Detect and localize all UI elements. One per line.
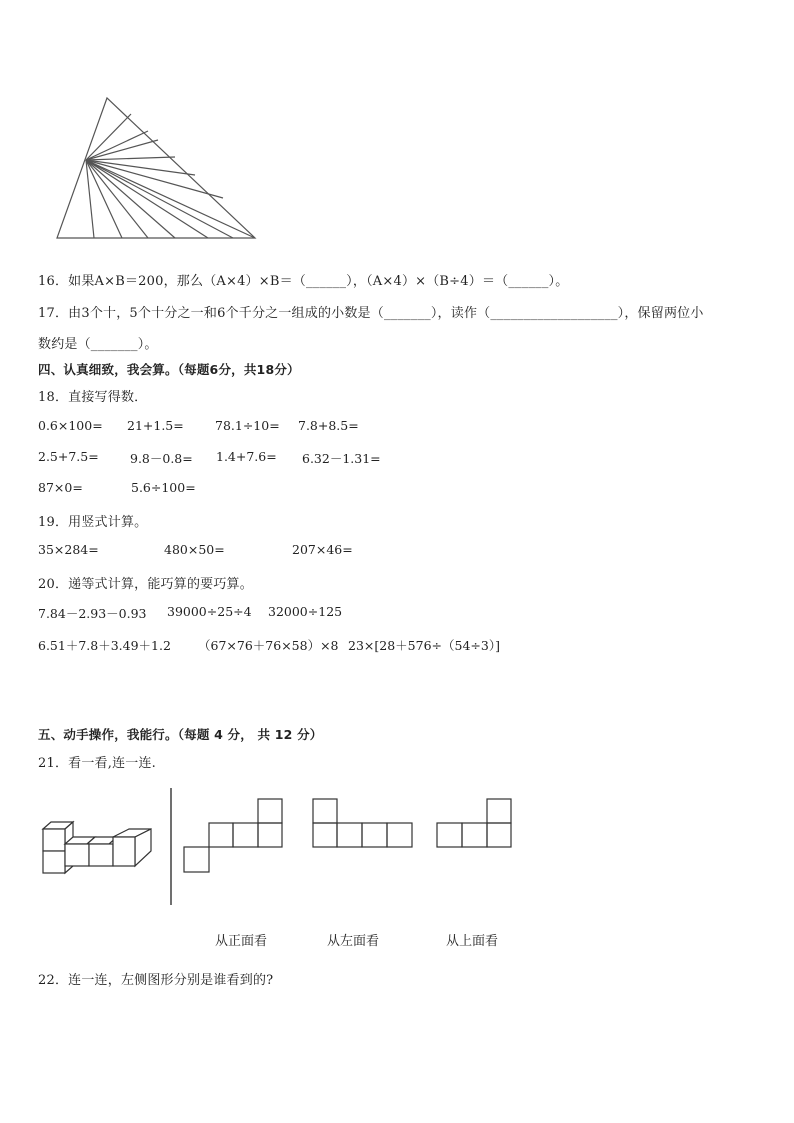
calc-item: 5.6÷100= [131,480,196,495]
question-19: 19．用竖式计算。 [38,515,148,530]
section-5-heading: 五、动手操作，我能行。（每题 4 分， 共 12 分） [38,727,323,742]
section-4-heading: 四、认真细致，我会算。（每题6分，共18分） [38,362,300,377]
calc-item: 7.8+8.5= [298,418,359,433]
question-17-line1: 17．由3个十，5个十分之一和6个千分之一组成的小数是（_______），读作（___________________），保留两位小 [38,306,704,321]
calc-item: 6.32－1.31= [302,451,381,466]
calc-item: 7.84－2.93－0.93 [38,606,147,621]
calc-item: 23×[28＋576÷（54÷3）] [348,638,500,653]
calc-item: 21+1.5= [127,418,184,433]
calc-item: 207×46= [292,542,353,557]
calc-item: 2.5+7.5= [38,449,99,464]
calc-item: 32000÷125 [268,604,343,619]
calc-item: 0.6×100= [38,418,103,433]
view-label-left: 从左面看 [327,934,380,949]
view-label-front: 从正面看 [215,934,268,949]
calc-item: （67×76＋76×58）×8 [198,638,339,653]
calc-item: 9.8－0.8= [130,451,193,466]
question-20: 20．递等式计算，能巧算的要巧算。 [38,577,253,592]
calc-item: 1.4+7.6= [216,449,277,464]
question-18: 18．直接写得数． [38,390,148,405]
question-22: 22．连一连，左侧图形分别是谁看到的? [38,973,274,988]
question-16: 16．如果A×B＝200，那么（A×4）×B＝（______），（A×4）×（B÷4）＝（______）。 [38,274,569,289]
calc-item: 39000÷25÷4 [167,604,252,619]
question-17-line2: 数约是（_______）。 [38,337,158,352]
calc-item: 35×284= [38,542,99,557]
calc-item: 87×0= [38,480,83,495]
calc-item: 78.1÷10= [215,418,280,433]
calc-item: 480×50= [164,542,225,557]
calc-item: 6.51＋7.8＋3.49＋1.2 [38,638,171,653]
question-21: 21．看一看,连一连. [38,756,157,771]
view-label-top: 从上面看 [446,934,499,949]
